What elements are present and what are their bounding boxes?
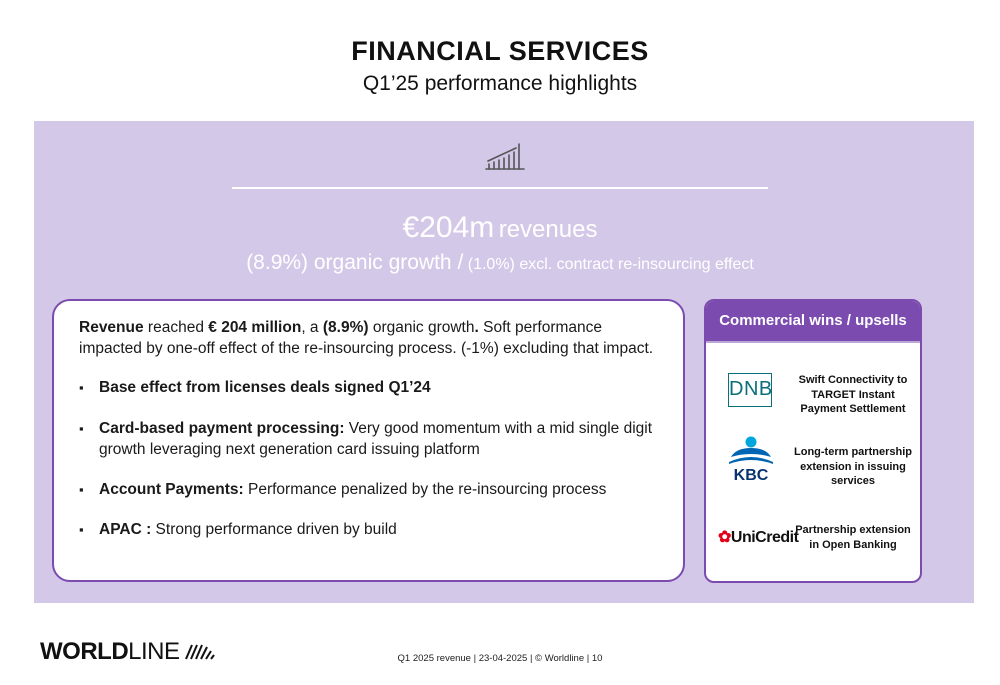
revenue-kpi [0, 211, 1000, 245]
revenue-label: revenues [498, 216, 598, 243]
intro-revenue-word: Revenue [79, 319, 144, 336]
intro-rest: Soft performance impacted by one-off effect of the re-insourcing process. (-1%) excluding that impact. [79, 319, 654, 357]
bullet-card-payments [79, 418, 664, 460]
bullet-card-payments-bold: Card-based payment processing: [99, 420, 345, 437]
organic-growth: (8.9%) organic growth / [246, 251, 464, 274]
kbc-logo [724, 435, 778, 485]
unicredit-mark-icon: ✿ [718, 529, 731, 546]
bullet-licenses [79, 377, 664, 398]
footer-note: Q1 2025 revenue | 23-04-2025 | © Worldline | 10 [397, 653, 603, 664]
intro-paragraph [79, 317, 664, 359]
unicredit-logo [718, 527, 798, 547]
commercial-wins-title: Commercial wins / upsells [706, 301, 920, 341]
brand-light: LINE [128, 638, 180, 665]
growth-kpi [0, 251, 1000, 275]
bullet-account-payments-bold: Account Payments: [99, 481, 244, 498]
dnb-logo: DNB [728, 373, 772, 407]
main-summary-box [52, 299, 685, 582]
intro-period: . [474, 319, 479, 336]
bullet-card-payments-text: Very good momentum with a mid single digit growth leveraging next generation card issuing platform [99, 420, 653, 458]
bullet-apac-bold: APAC : [99, 521, 152, 538]
bullet-account-payments [79, 479, 664, 500]
win-dnb-text: Swift Connectivity to TARGET Instant Payment Settlement [798, 374, 908, 415]
intro-organic: organic growth [368, 319, 475, 336]
intro-amount: € 204 million [208, 319, 302, 336]
bullet-apac-text: Strong performance driven by build [151, 521, 397, 538]
bullet-account-payments-text: Performance penalized by the re-insourcing process [243, 481, 607, 498]
growth-chart-icon [482, 140, 526, 174]
intro-reached: reached [143, 319, 209, 336]
band-divider [232, 187, 768, 189]
excl-note: (1.0%) excl. contract re-insourcing effect [467, 256, 754, 273]
wins-header-line [706, 341, 920, 343]
page-subtitle: Q1’25 performance highlights [362, 72, 638, 95]
win-unicredit-text: Partnership extension in Open Banking [795, 524, 911, 551]
bullet-licenses-bold: Base effect from licenses deals signed Q1’24 [99, 379, 431, 396]
kbc-logo-text: KBC [733, 467, 769, 484]
page-title: FINANCIAL SERVICES [351, 36, 649, 66]
intro-growth: (8.9%) [322, 319, 369, 336]
commercial-wins-box [704, 299, 922, 583]
bullet-apac [79, 519, 664, 540]
unicredit-logo-text: UniCredit [730, 529, 799, 546]
win-kbc-text: Long-term partnership extension in issuing services [794, 446, 912, 487]
revenue-value: €204m [402, 211, 495, 244]
intro-comma: , a [301, 319, 323, 336]
brand-bold: WORLD [40, 638, 129, 665]
